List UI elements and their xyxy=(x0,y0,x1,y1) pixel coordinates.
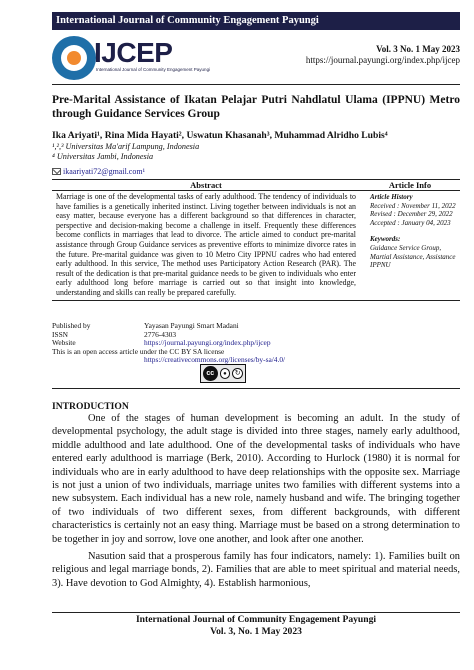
article-info-header: Article Info xyxy=(388,180,432,190)
author-email xyxy=(52,167,145,176)
journal-banner: International Journal of Community Engagement Payungi xyxy=(52,12,460,30)
logo-subtitle: International Journal of Community Engagement Payungi xyxy=(96,67,211,72)
journal-url[interactable]: https://journal.payungi.org/index.php/ijcep xyxy=(305,55,460,65)
keywords: Guidance Service Group, Martial Assistance, Assistance IPPNU xyxy=(370,243,456,270)
revised-date: Revised : December 29, 2022 xyxy=(370,210,453,219)
affiliation-1: ¹,²,³ Universitas Ma'arif Lampung, Indonesia xyxy=(52,142,200,151)
keywords-label: Keywords: xyxy=(370,235,401,244)
page-footer xyxy=(52,614,460,637)
logo-emblem-icon xyxy=(52,36,96,80)
abstract-table xyxy=(52,179,460,301)
history-label: Article History xyxy=(370,193,413,201)
attribution-icon: ● xyxy=(220,368,231,379)
intro-paragraph-1: One of the stages of human development is becoming an adult. In the study of developmental psychology, the adult stage is divided into three stages, namely early adulthood, middle adulthood and late adulthood. One of the developmental tasks of individuals who have entered early adulthood is marriage (Berk, 2010). According to Hurlock (1980) it is normal for individuals who are in early adulthood to have deep relationships with the opposite sex. Marriage is not just a union of two individuals, marriage unites two families with different systems into a new subsystem. Each individual has a new role, namely husband and wife. The bringing together of two individuals of two different sexes, from different backgrounds, with different characteristics is certainly not an easy thing. Marriage must be based on a strong determination to be together in joy and sorrow, love one another, and look after one another. xyxy=(52,413,460,545)
affiliation-2: ⁴ Universitas Jambi, Indonesia xyxy=(52,152,154,161)
affiliations xyxy=(52,142,199,162)
issn-label: ISSN xyxy=(52,329,69,339)
footer-volume: Vol. 3, No. 1 May 2023 xyxy=(210,625,302,637)
email-address[interactable]: ikaariyati72@gmail.com¹ xyxy=(63,167,145,176)
license-text: This is an open access article under the CC BY SA license xyxy=(52,346,225,356)
header-divider xyxy=(52,84,460,85)
website-link[interactable]: https://journal.payungi.org/index.php/ijcep xyxy=(144,338,271,348)
meta-divider xyxy=(52,388,460,389)
website-label: Website xyxy=(52,338,76,348)
share-alike-icon: ↻ xyxy=(232,368,243,379)
footer-divider xyxy=(52,612,460,613)
volume-label: Vol. 3 No. 1 May 2023 xyxy=(376,44,460,54)
received-date: Received : November 11, 2022 xyxy=(370,201,456,210)
abstract-text: Marriage is one of the developmental tasks of early adulthood. The tendency of individuals to have families is a genetically inherited instinct. Living together between individuals is not an easy matter, because everyone has a different background so that differences in character, perspective and decision-making become a challenge in itself. Frequently these differences become conflicts in marriages that lead to divorce. The article aimed to conduct pre-marital assistance through Group Guidance services as preventive efforts to minimize divorce rates in the future. Pre-marital guidance was given to 10 Metro City IPPNU cadres who had entered early adulthood. In this service, The method uses Participatory Action Research (PAR). The result of the dedication is that pre-marital guidance needs to be given to individuals who enter early adulthood long before marriage is carried out so that insight into knowledge, understanding and skills can really be prepared carefully. xyxy=(56,192,356,297)
publication-meta xyxy=(52,322,285,365)
article-authors: Ika Ariyati¹, Rina Mida Hayati², Uswatun Khasanah³, Muhammad Alridho Lubis⁴ xyxy=(52,130,388,141)
article-info xyxy=(360,191,460,300)
issn-value: 2776-4303 xyxy=(144,329,177,339)
introduction-heading: INTRODUCTION xyxy=(52,401,129,412)
publisher: Yayasan Payungi Smart Madani xyxy=(144,321,239,330)
intro-paragraph-2: Nasution said that a prosperous family has four indicators, namely: 1). Families built on religious and legal marriage bonds, 2). Families that are able to meet spiritual and material needs, 3). Have devotion to God Almighty, 4). Establish harmonious, xyxy=(52,551,460,589)
introduction-body xyxy=(52,412,460,590)
journal-logo xyxy=(52,36,211,80)
issue-info xyxy=(306,44,460,66)
license-link[interactable]: https://creativecommons.org/licenses/by-sa/4.0/ xyxy=(144,355,286,365)
published-by-label: Published by xyxy=(52,321,91,330)
abstract-header: Abstract xyxy=(190,180,222,190)
accepted-date: Accepted : January 04, 2023 xyxy=(370,218,451,227)
article-title: Pre-Marital Assistance of Ikatan Pelajar Putri Nahdlatul Ulama (IPPNU) Metro through Guidance Services Group xyxy=(52,94,460,120)
envelope-icon xyxy=(52,168,61,175)
footer-journal: International Journal of Community Engagement Payungi xyxy=(135,614,377,625)
logo-text: IJCEP xyxy=(94,37,173,68)
cc-icon: cc xyxy=(203,366,218,381)
cc-by-sa-badge[interactable] xyxy=(200,364,246,383)
